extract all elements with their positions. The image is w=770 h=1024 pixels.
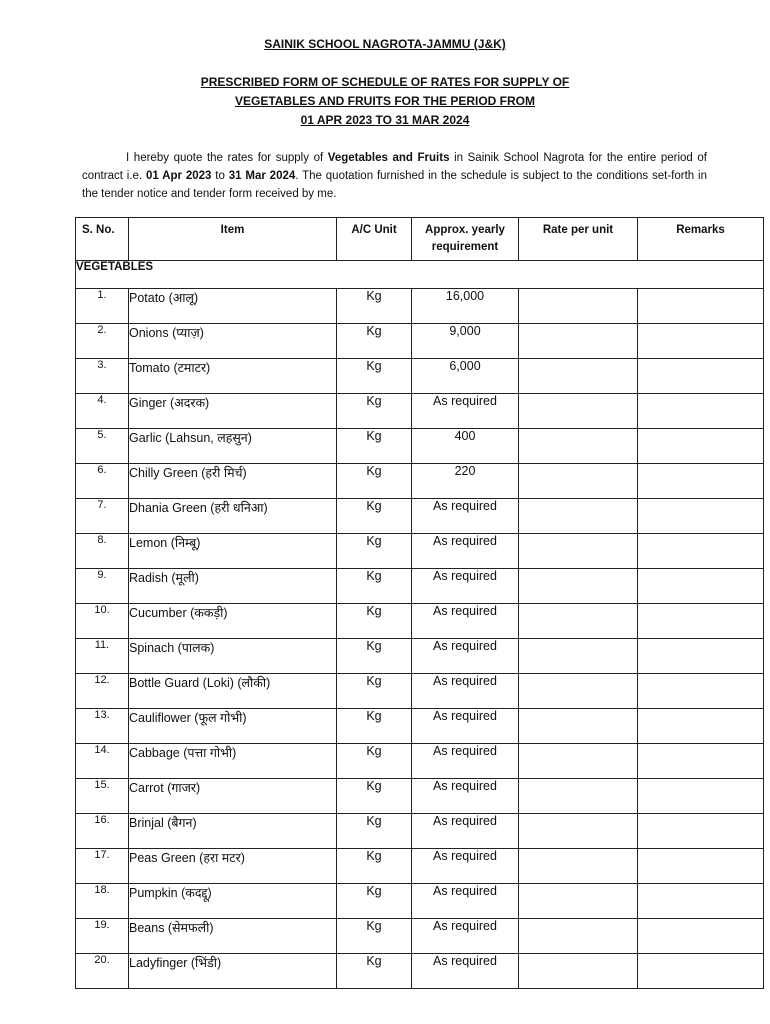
row-requirement: 220 (412, 464, 519, 499)
row-item: Onions (प्याज़) (129, 324, 337, 359)
table-row (76, 779, 764, 814)
row-item: Pumpkin (कदद्दू) (129, 884, 337, 919)
row-unit: Kg (337, 744, 412, 779)
row-requirement: As required (412, 744, 519, 779)
row-remarks (638, 534, 764, 569)
row-remarks (638, 744, 764, 779)
header-sno: S. No. (76, 218, 129, 261)
header-rate: Rate per unit (519, 218, 638, 261)
row-requirement: As required (412, 394, 519, 429)
row-sno: 8. (76, 534, 129, 569)
row-requirement: 9,000 (412, 324, 519, 359)
intro-text-3: to (211, 170, 229, 182)
row-remarks (638, 359, 764, 394)
row-requirement: As required (412, 954, 519, 989)
row-remarks (638, 639, 764, 674)
row-item: Ladyfinger (भिंडी) (129, 954, 337, 989)
table-row (76, 709, 764, 744)
row-unit: Kg (337, 394, 412, 429)
row-unit: Kg (337, 429, 412, 464)
table-row (76, 744, 764, 779)
row-sno: 1. (76, 289, 129, 324)
intro-bold-2: 01 Apr 2023 (145, 170, 212, 182)
row-sno: 13. (76, 709, 129, 744)
row-remarks (638, 884, 764, 919)
row-remarks (638, 779, 764, 814)
row-requirement: As required (412, 499, 519, 534)
row-item: Ginger (अदरक) (129, 394, 337, 429)
row-requirement: As required (412, 919, 519, 954)
row-requirement: As required (412, 569, 519, 604)
section-label: VEGETABLES (76, 261, 764, 289)
row-item: Brinjal (बैगन) (129, 814, 337, 849)
row-rate-input (519, 884, 638, 919)
intro-text-2: in Sainik School Nagrota for the entire period of contract i.e. (82, 152, 707, 182)
row-item: Cabbage (पत्ता गोभी) (129, 744, 337, 779)
row-unit: Kg (337, 639, 412, 674)
row-sno: 18. (76, 884, 129, 919)
row-remarks (638, 289, 764, 324)
row-sno: 4. (76, 394, 129, 429)
row-item: Cucumber (ककड़ी) (129, 604, 337, 639)
row-sno: 12. (76, 674, 129, 709)
row-sno: 15. (76, 779, 129, 814)
row-sno: 20. (76, 954, 129, 989)
row-requirement: As required (412, 849, 519, 884)
intro-paragraph (82, 149, 707, 203)
row-rate-input (519, 394, 638, 429)
row-sno: 16. (76, 814, 129, 849)
row-rate-input (519, 779, 638, 814)
row-requirement: As required (412, 814, 519, 849)
row-rate-input (519, 534, 638, 569)
schedule-of-rates-table (75, 217, 764, 989)
row-unit: Kg (337, 289, 412, 324)
row-item: Radish (मूली) (129, 569, 337, 604)
table-row (76, 569, 764, 604)
row-remarks (638, 429, 764, 464)
row-unit: Kg (337, 779, 412, 814)
form-title-line-3: 01 APR 2023 TO 31 MAR 2024 (300, 113, 470, 127)
row-unit: Kg (337, 849, 412, 884)
row-unit: Kg (337, 534, 412, 569)
row-unit: Kg (337, 884, 412, 919)
row-requirement: 400 (412, 429, 519, 464)
row-rate-input (519, 289, 638, 324)
row-sno: 9. (76, 569, 129, 604)
row-sno: 2. (76, 324, 129, 359)
row-sno: 7. (76, 499, 129, 534)
table-row (76, 919, 764, 954)
table-row (76, 604, 764, 639)
table-row (76, 534, 764, 569)
row-sno: 19. (76, 919, 129, 954)
table-row (76, 359, 764, 394)
row-requirement: As required (412, 674, 519, 709)
table-row (76, 954, 764, 989)
row-sno: 5. (76, 429, 129, 464)
table-row (76, 499, 764, 534)
row-item: Lemon (निम्बू) (129, 534, 337, 569)
row-remarks (638, 674, 764, 709)
table-row (76, 849, 764, 884)
row-item: Garlic (Lahsun, लहसुन) (129, 429, 337, 464)
intro-text-4: . The quotation furnished in the schedule is subject to the conditions set-forth in the tender notice and tender form received by me. (82, 170, 707, 200)
table-row (76, 674, 764, 709)
row-rate-input (519, 744, 638, 779)
row-rate-input (519, 499, 638, 534)
row-sno: 17. (76, 849, 129, 884)
row-remarks (638, 709, 764, 744)
header-unit: A/C Unit (337, 218, 412, 261)
row-rate-input (519, 324, 638, 359)
table-row (76, 394, 764, 429)
row-remarks (638, 604, 764, 639)
row-rate-input (519, 849, 638, 884)
header-requirement: Approx. yearly requirement (412, 218, 519, 261)
header-remarks: Remarks (638, 218, 764, 261)
row-rate-input (519, 464, 638, 499)
row-rate-input (519, 569, 638, 604)
row-sno: 11. (76, 639, 129, 674)
row-rate-input (519, 919, 638, 954)
row-sno: 10. (76, 604, 129, 639)
row-unit: Kg (337, 569, 412, 604)
row-remarks (638, 849, 764, 884)
table-row (76, 639, 764, 674)
row-remarks (638, 954, 764, 989)
form-title-line-1: PRESCRIBED FORM OF SCHEDULE OF RATES FOR SUPPLY OF (200, 75, 570, 89)
row-item: Peas Green (हरा मटर) (129, 849, 337, 884)
intro-text-1: I hereby quote the rates for supply of (126, 152, 328, 164)
row-unit: Kg (337, 814, 412, 849)
row-item: Carrot (गाजर) (129, 779, 337, 814)
row-rate-input (519, 709, 638, 744)
row-unit: Kg (337, 499, 412, 534)
row-sno: 6. (76, 464, 129, 499)
row-requirement: As required (412, 639, 519, 674)
row-requirement: 6,000 (412, 359, 519, 394)
row-requirement: As required (412, 604, 519, 639)
row-rate-input (519, 604, 638, 639)
row-unit: Kg (337, 954, 412, 989)
row-unit: Kg (337, 919, 412, 954)
section-row (76, 261, 764, 289)
row-remarks (638, 464, 764, 499)
row-remarks (638, 499, 764, 534)
row-item: Bottle Guard (Loki) (लौकी) (129, 674, 337, 709)
row-unit: Kg (337, 464, 412, 499)
table-row (76, 884, 764, 919)
row-rate-input (519, 639, 638, 674)
row-sno: 14. (76, 744, 129, 779)
row-sno: 3. (76, 359, 129, 394)
header-item: Item (129, 218, 337, 261)
row-item: Chilly Green (हरी मिर्च) (129, 464, 337, 499)
intro-bold-3: 31 Mar 2024 (228, 170, 296, 182)
row-unit: Kg (337, 359, 412, 394)
row-item: Potato (आलू) (129, 289, 337, 324)
row-item: Spinach (पालक) (129, 639, 337, 674)
row-remarks (638, 919, 764, 954)
row-rate-input (519, 429, 638, 464)
row-unit: Kg (337, 604, 412, 639)
row-rate-input (519, 954, 638, 989)
row-requirement: As required (412, 709, 519, 744)
intro-bold-1: Vegetables and Fruits (327, 152, 450, 164)
table-header-row (76, 218, 764, 261)
row-requirement: As required (412, 884, 519, 919)
row-rate-input (519, 674, 638, 709)
row-remarks (638, 394, 764, 429)
row-requirement: As required (412, 534, 519, 569)
row-item: Dhania Green (हरी धनिआ) (129, 499, 337, 534)
table-row (76, 324, 764, 359)
row-item: Tomato (टमाटर) (129, 359, 337, 394)
row-unit: Kg (337, 674, 412, 709)
table-row (76, 289, 764, 324)
row-remarks (638, 569, 764, 604)
row-unit: Kg (337, 324, 412, 359)
row-rate-input (519, 359, 638, 394)
row-item: Beans (सेमफली) (129, 919, 337, 954)
row-remarks (638, 324, 764, 359)
table-row (76, 814, 764, 849)
row-remarks (638, 814, 764, 849)
row-item: Cauliflower (फूल गोभी) (129, 709, 337, 744)
table-row (76, 429, 764, 464)
form-title-line-2: VEGETABLES AND FRUITS FOR THE PERIOD FROM (234, 94, 535, 108)
row-rate-input (519, 814, 638, 849)
row-requirement: 16,000 (412, 289, 519, 324)
table-row (76, 464, 764, 499)
school-title: SAINIK SCHOOL NAGROTA-JAMMU (J&K) (264, 37, 506, 51)
row-requirement: As required (412, 779, 519, 814)
row-unit: Kg (337, 709, 412, 744)
